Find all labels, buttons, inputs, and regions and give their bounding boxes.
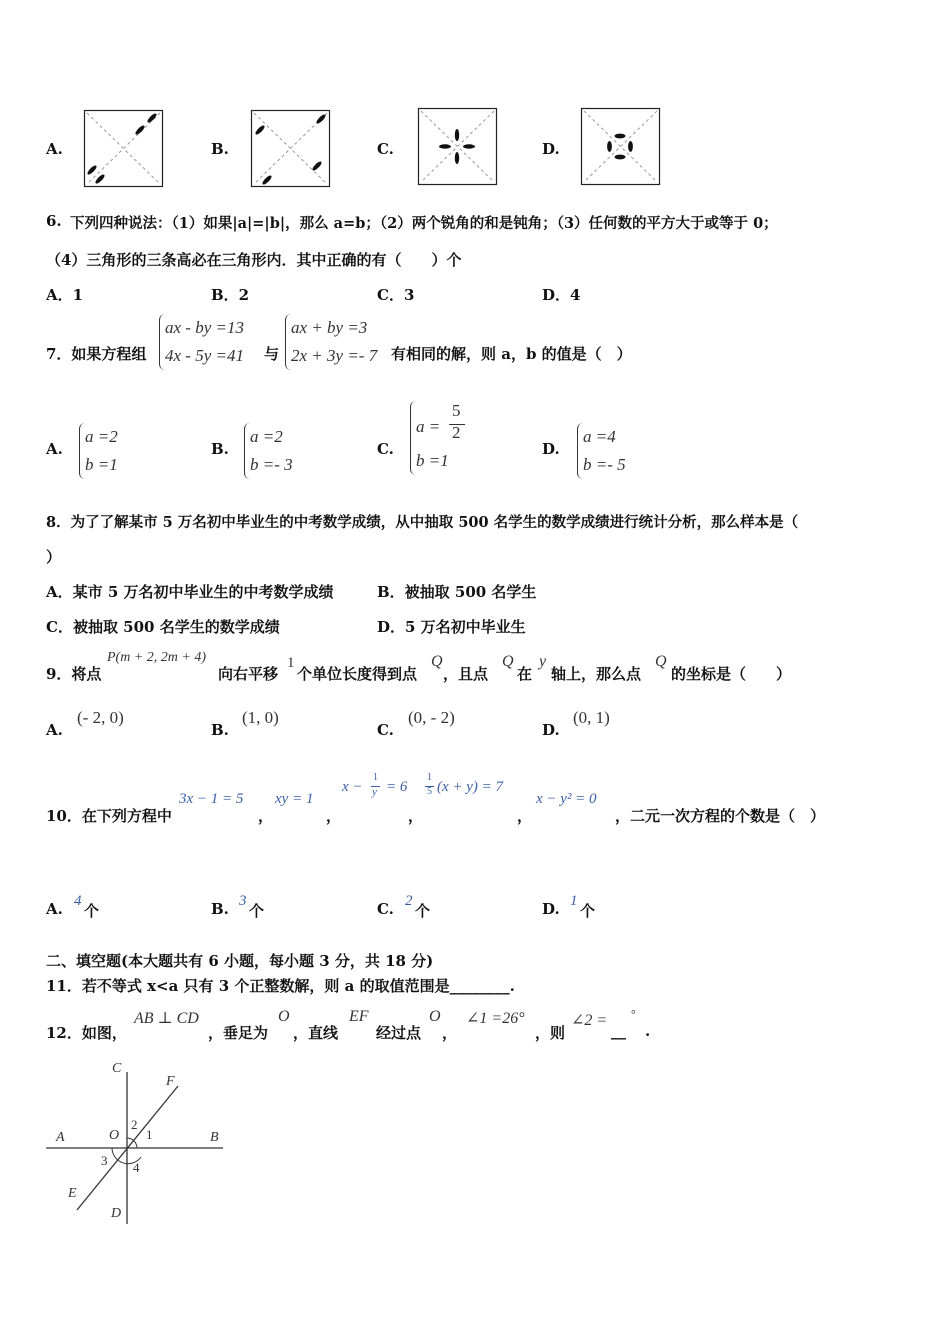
q12-degree-sign: ° — [631, 1007, 636, 1021]
figure-label-a: A — [56, 1130, 65, 1145]
figure-label-b: B — [210, 1130, 219, 1145]
q9-option-d-value: (0, 1) — [573, 708, 610, 727]
figure-label-angle-2: 2 — [131, 1117, 138, 1132]
q9-point-q-3: Q — [655, 653, 667, 670]
q7-option-c-line2: b =1 — [416, 451, 449, 470]
q12-answer-blank: __ — [611, 1022, 626, 1040]
q12-angle-2: ∠2 = — [571, 1012, 608, 1029]
q5-figure-a — [84, 110, 164, 188]
q7-middle: 与 — [264, 345, 280, 363]
q10-option-d-label: D. — [542, 900, 560, 918]
q10-eq3 — [342, 772, 414, 806]
q9-option-d-label: D. — [542, 721, 560, 739]
q9-option-a-label: A. — [46, 721, 63, 739]
q9-option-b-value: (1, 0) — [242, 708, 279, 727]
q6-text-line1: 下列四种说法：（1）如果|a|=|b|，那么 a=b；（2）两个锐角的和是钝角；（3）任何数的平方大于或等于 0； — [70, 215, 778, 232]
angle-arc-1 — [134, 1141, 138, 1149]
q10-option-c-num: 2 — [405, 893, 413, 909]
q10-option-a-num: 4 — [74, 893, 82, 909]
q5-figure-b — [251, 110, 331, 188]
q9-one: 1 — [287, 655, 295, 671]
q7-option-c-frac-den: 2 — [452, 423, 461, 442]
q9-option-a-value: (- 2, 0) — [77, 708, 124, 727]
q5-option-c-label: C. — [377, 140, 394, 158]
q7-option-c-frac-num: 5 — [452, 401, 461, 420]
q5-figure-c — [418, 108, 498, 186]
q7-option-a-system — [79, 423, 118, 479]
figure-label-angle-3: 3 — [101, 1153, 108, 1168]
q9-text-7: 的坐标是（ ） — [671, 665, 792, 683]
q7-suffix: 有相同的解，则 a，b 的值是（ ） — [391, 345, 632, 363]
q9-text-2: 向右平移 — [218, 665, 279, 683]
q12-angle-1: ∠1 =26° — [466, 1010, 525, 1027]
q10-suffix: ，二元一次方程的个数是（ ） — [615, 807, 826, 825]
q9-text-1: 9．将点 — [46, 665, 102, 683]
q12-text-1: 12．如图， — [46, 1024, 127, 1042]
q12-text-7: . — [645, 1022, 651, 1040]
q7-option-d-system — [577, 423, 626, 479]
q9-point-p: P(m + 2, 2m + 4) — [107, 650, 206, 665]
q9-point-q-2: Q — [502, 653, 514, 670]
q7-system-2 — [285, 314, 377, 370]
q6-option-b: B．2 — [211, 286, 250, 304]
angle-arc-2 — [127, 1138, 134, 1141]
q7-system-2-eq2: 2x + 3y =- 7 — [291, 346, 378, 365]
q10-option-c-unit: 个 — [415, 902, 431, 920]
q10-comma-2: ， — [326, 807, 342, 825]
q12-line-ef: EF — [349, 1008, 369, 1025]
q10-eq2: xy = 1 — [275, 791, 314, 807]
q9-option-c-value: (0, - 2) — [408, 708, 455, 727]
q7-option-d-line2: b =- 5 — [583, 455, 626, 474]
q7-option-b-system — [244, 423, 293, 479]
figure-label-c: C — [112, 1061, 122, 1076]
q10-eq5: x − y² = 0 — [536, 791, 597, 807]
q8-text-line1: 8．为了了解某市 5 万名初中毕业生的中考数学成绩，从中抽取 500 名学生的数学成绩进行统计分析，那么样本是（ — [46, 514, 799, 531]
q9-text-3: 个单位长度得到点 — [297, 665, 418, 683]
q6-text-line2: （4）三角形的三条高必在三角形内．其中正确的有（ ）个 — [46, 251, 462, 269]
q10-eq4-num: 1 — [427, 772, 432, 783]
q10-eq3-num: 1 — [373, 772, 378, 783]
q7-option-a-line1: a =2 — [85, 427, 118, 446]
figure-label-angle-1: 1 — [146, 1127, 153, 1142]
q10-eq4-den: 5 — [427, 786, 432, 797]
q7-system-2-eq1: ax + by =3 — [291, 318, 368, 337]
figure-label-d: D — [111, 1206, 122, 1221]
figure-label-e: E — [68, 1186, 77, 1201]
q7-option-b-line1: a =2 — [250, 427, 283, 446]
q6-option-c: C．3 — [377, 286, 415, 304]
q9-point-q-1: Q — [431, 653, 443, 670]
q7-option-d-line1: a =4 — [583, 427, 616, 446]
q6-option-a: A．1 — [46, 286, 84, 304]
q10-option-c-label: C. — [377, 900, 394, 918]
q7-prefix: 7．如果方程组 — [46, 345, 147, 363]
q7-option-a-label: A. — [46, 440, 63, 458]
q5-figure-d — [581, 108, 661, 186]
q7-option-a-line2: b =1 — [85, 455, 118, 474]
q10-eq3-right: = 6 — [386, 779, 408, 795]
q10-comma-4: ， — [517, 807, 533, 825]
q7-option-c-line1-row — [416, 401, 461, 447]
q9-text-4: ，且点 — [443, 665, 489, 683]
q5-option-b-label: B. — [211, 140, 229, 158]
q8-option-c: C．被抽取 500 名学生的数学成绩 — [46, 618, 280, 636]
q10-option-a-unit: 个 — [84, 902, 100, 920]
q10-eq4-right: (x + y) = 7 — [437, 779, 504, 795]
q10-option-b-num: 3 — [239, 893, 247, 909]
q10-option-b-label: B. — [211, 900, 229, 918]
q12-text-2: ，垂足为 — [208, 1024, 269, 1042]
q10-eq3-den: y — [372, 786, 377, 798]
q10-eq1: 3x − 1 = 5 — [179, 791, 244, 807]
q7-option-c-line1: a = — [416, 417, 441, 436]
q7-option-d-label: D. — [542, 440, 560, 458]
q10-eq4 — [425, 772, 525, 806]
q7-system-1-eq2: 4x - 5y =41 — [165, 346, 244, 365]
q10-option-d-num: 1 — [570, 893, 578, 909]
q9-text-6: 轴上，那么点 — [551, 665, 642, 683]
q9-y-axis: y — [539, 653, 547, 670]
q7-option-b-line2: b =- 3 — [250, 455, 293, 474]
q10-option-b-unit: 个 — [249, 902, 265, 920]
q8-option-a: A．某市 5 万名初中毕业生的中考数学成绩 — [46, 583, 334, 601]
q12-point-o-2: O — [429, 1008, 441, 1025]
section-2-title: 二、填空题(本大题共有 6 小题，每小题 3 分，共 18 分) — [46, 952, 434, 970]
q5-option-a-label: A. — [46, 140, 63, 158]
q7-system-1 — [159, 314, 244, 370]
q11-text: 11．若不等式 x<a 只有 3 个正整数解，则 a 的取值范围是________. — [46, 977, 515, 995]
q6-option-d: D．4 — [542, 286, 581, 304]
q6-number: 6. — [46, 212, 62, 230]
q10-eq3-left: x − — [342, 779, 363, 795]
figure-label-o: O — [109, 1128, 120, 1143]
q8-option-b: B．被抽取 500 名学生 — [377, 583, 537, 601]
q7-option-b-label: B. — [211, 440, 229, 458]
figure-label-f: F — [166, 1074, 175, 1089]
q12-text-4: 经过点 — [376, 1024, 422, 1042]
q10-prefix: 10．在下列方程中 — [46, 807, 172, 825]
q12-text-3: ，直线 — [293, 1024, 339, 1042]
figure-label-angle-4: 4 — [133, 1160, 140, 1175]
q10-comma-1: ， — [258, 807, 274, 825]
q7-option-c-system — [410, 401, 461, 475]
q10-option-d-unit: 个 — [580, 902, 596, 920]
q8-option-d: D．5 万名初中毕业生 — [377, 618, 526, 636]
q9-text-5: 在 — [517, 665, 533, 683]
q12-text-5: ， — [442, 1024, 458, 1042]
q5-option-d-label: D. — [542, 140, 560, 158]
q10-comma-3: ， — [408, 807, 424, 825]
q12-text-6: ，则 — [535, 1024, 566, 1042]
q12-point-o-1: O — [278, 1008, 290, 1025]
q8-text-line2: ） — [46, 548, 62, 566]
q12-ab-perp-cd: AB ⊥ CD — [134, 1010, 199, 1027]
q7-option-c-label: C. — [377, 440, 394, 458]
q7-system-1-eq1: ax - by =13 — [165, 318, 244, 337]
q10-option-a-label: A. — [46, 900, 63, 918]
q9-option-b-label: B. — [211, 721, 229, 739]
q9-option-c-label: C. — [377, 721, 394, 739]
